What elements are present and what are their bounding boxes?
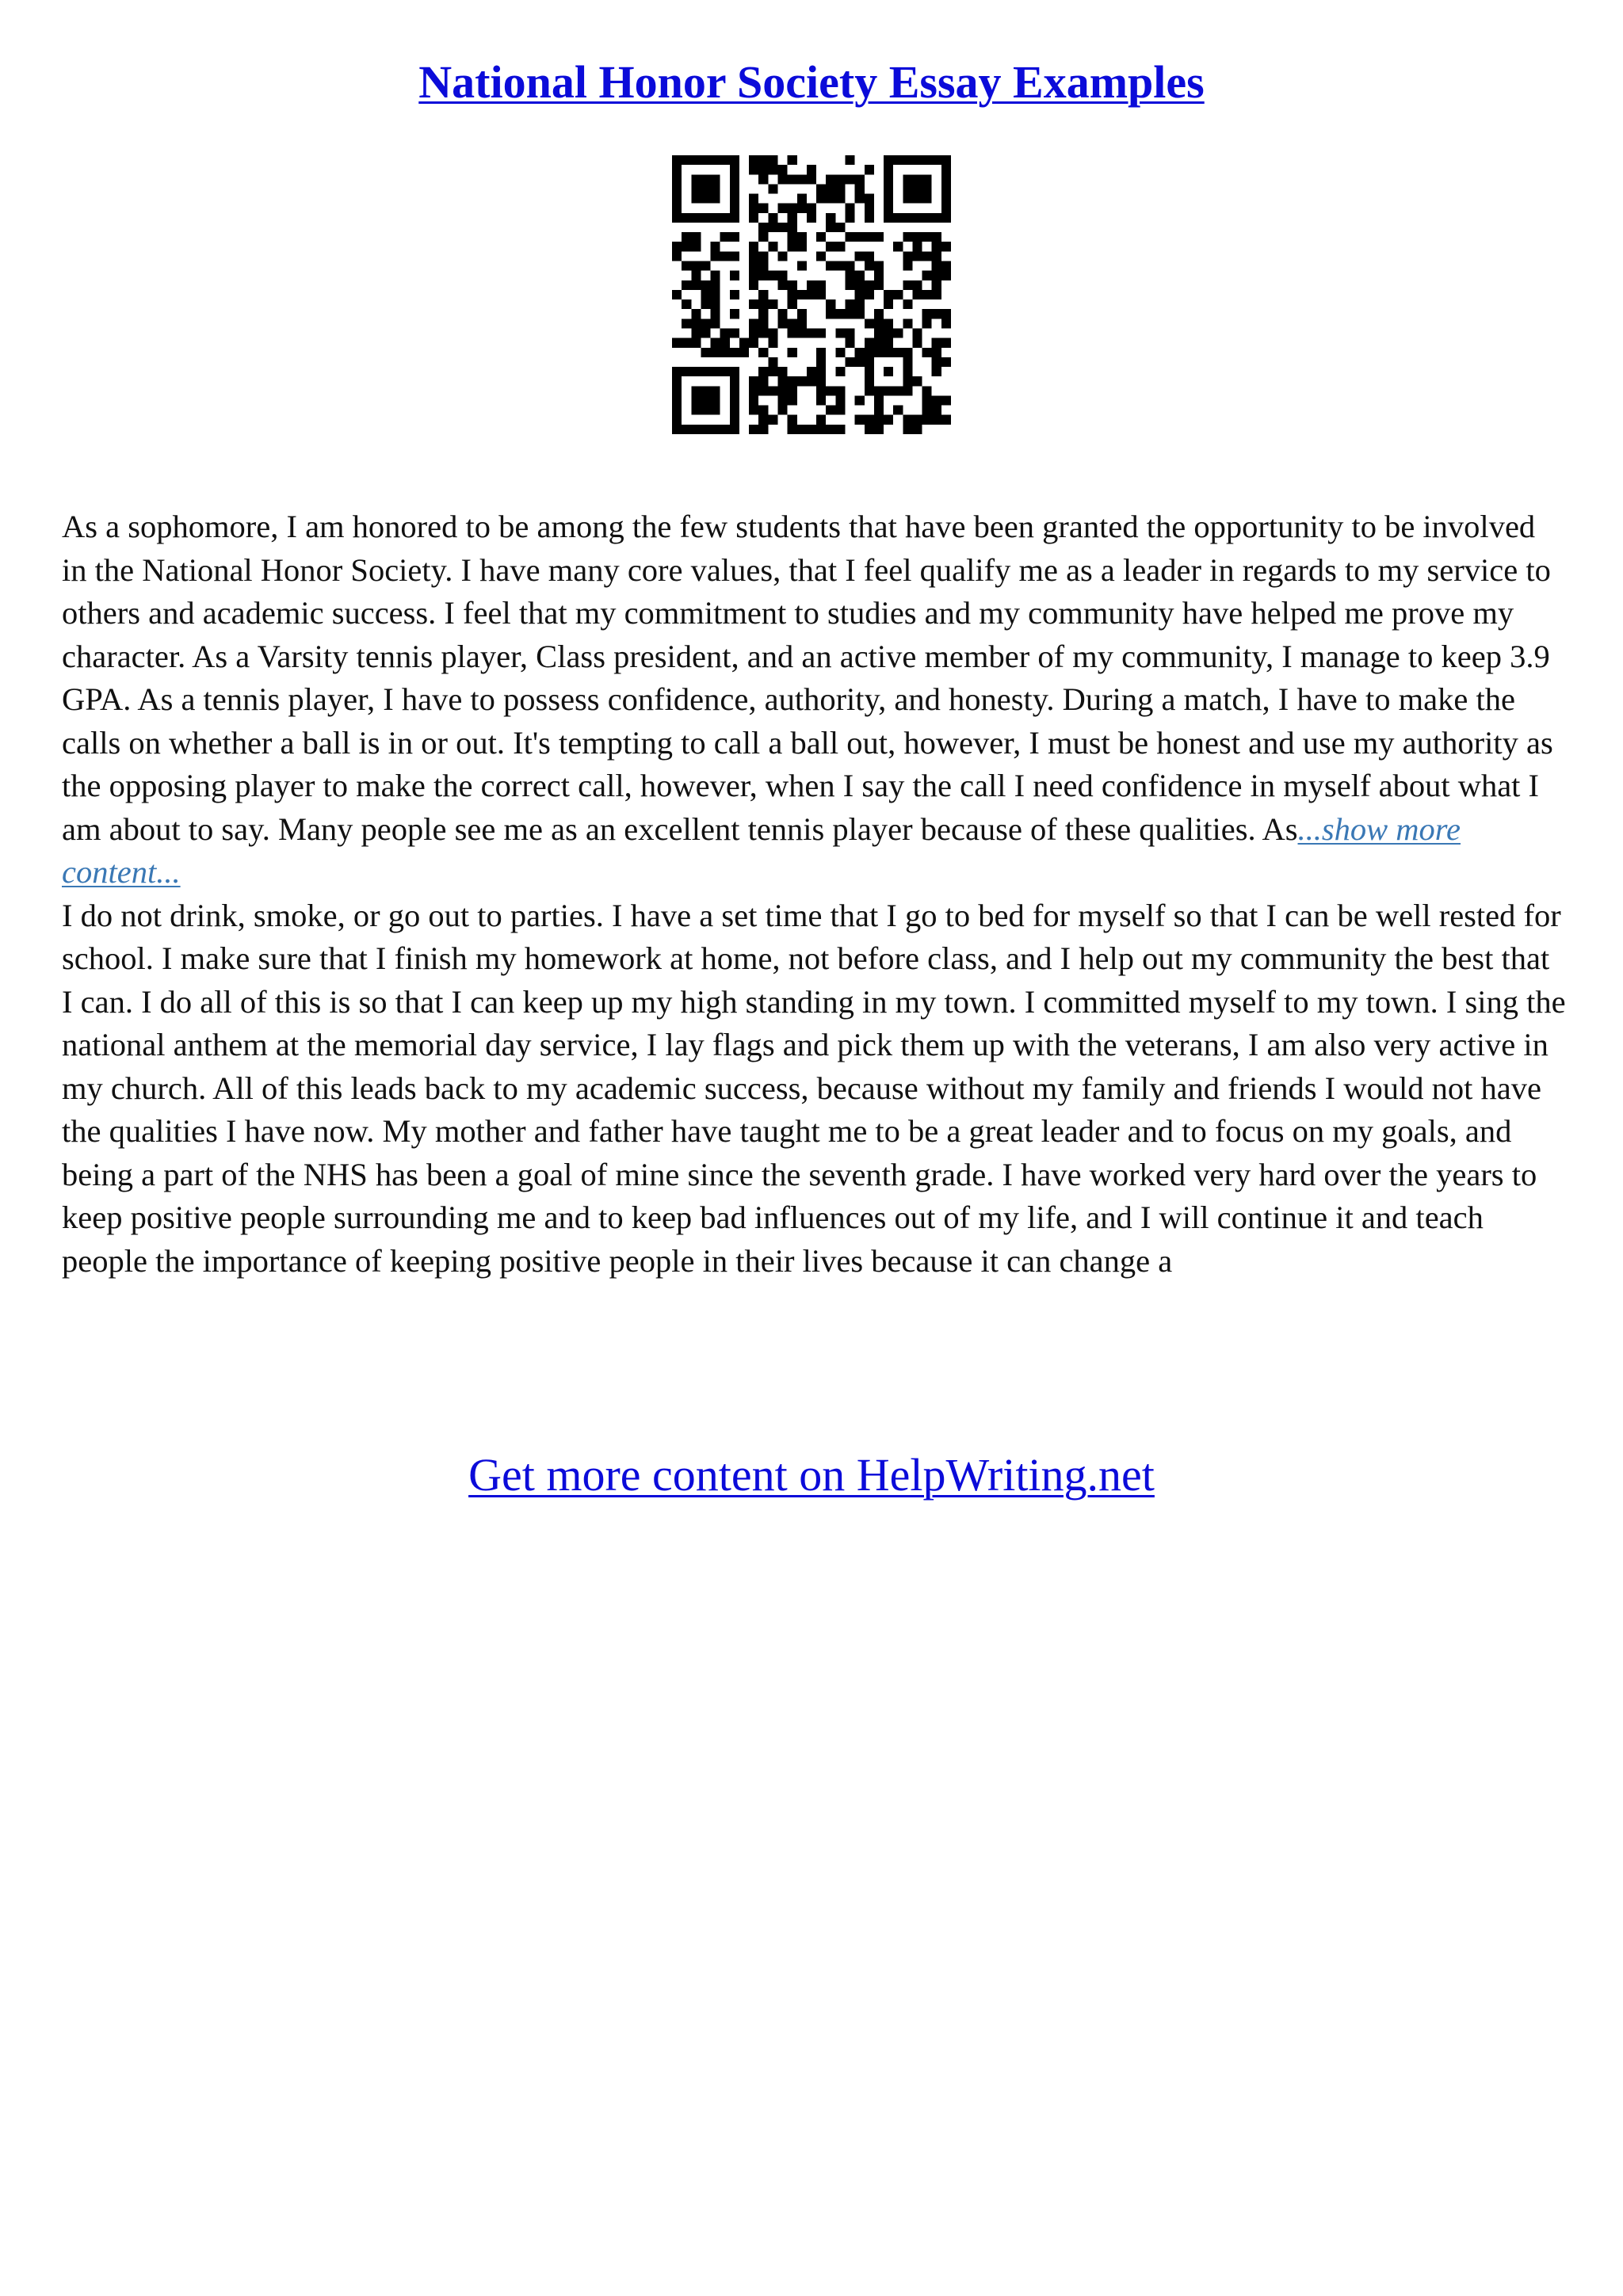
show-more-link[interactable]: ...show more content...	[62, 810, 1461, 890]
essay-paragraph-2: I do not drink, smoke, or go out to parties. I have a set time that I go to bed for myself so that I can be well rested for school. I make sure that I finish my homework at home, not before class, and I help out my community the best that I can. I do all of this is so that I can keep up my high standing in my town. I committed myself to my town. I sing the national anthem at the memorial day service, I lay flags and pick them up with the veterans, I am also very active in my church. All of this leads back to my academic success, because without my family and friends I would not have the qualities I have now. My mother and father have taught me to be a great leader and to focus on my goals, and being a part of the NHS has been a goal of mine since the seventh grade. I have worked very hard over the years to keep positive people surrounding me and to keep bad influences out of my life, and I will continue it and teach people the importance of keeping positive people in their lives because it can change a	[62, 897, 1566, 1279]
essay-paragraph-1	[62, 505, 1568, 894]
page-title-link[interactable]: National Honor Society Essay Examples	[418, 56, 1205, 108]
helpwriting-link[interactable]: Get more content on HelpWriting.net	[468, 1449, 1155, 1501]
essay-body	[62, 505, 1568, 1283]
essay-paragraph-1-text: As a sophomore, I am honored to be among the few students that have been granted the opportunity to be involved in the National Honor Society. I have many core values, that I feel qualify me as a leader in regards to my service to others and academic success. I feel that my commitment to studies and my community have helped me prove my character. As a Varsity tennis player, Class president, and an active member of my community, I manage to keep 3.9 GPA. As a tennis player, I have to possess confidence, authority, and honesty. During a match, I have to make the calls on whether a ball is in or out. It's tempting to call a ball out, however, I must be honest and use my authority as the opposing player to make the correct call, however, when I say the call I need confidence in myself about what I am about to say. Many people see me as an excellent tennis player because of these qualities. As	[62, 509, 1553, 847]
qr-code-icon	[672, 155, 951, 434]
footer-container	[0, 1448, 1623, 1501]
title-container	[0, 55, 1623, 109]
